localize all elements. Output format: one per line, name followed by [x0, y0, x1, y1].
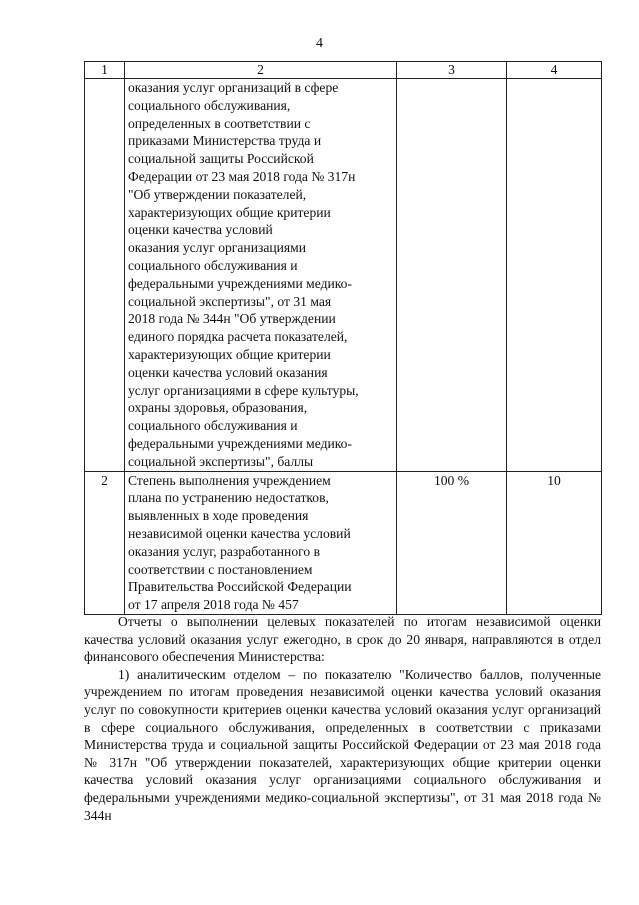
- paragraph: Отчеты о выполнении целевых показателей по итогам независимой оценки качества условий оказания услуг ежегодно, в срок до 20 января, направляются в отдел финансового обеспечения Министерства:: [84, 614, 601, 665]
- row-target-value: [397, 79, 507, 472]
- criteria-table: [84, 61, 602, 615]
- table-header-row: [85, 62, 602, 79]
- page-number: 4: [316, 36, 323, 51]
- paragraph: 1) аналитическим отделом – по показателю "Количество баллов, полученные учреждением по итогам проведения независимой оценки качества условий оказания услуг по совокупности критериев оценки качества условий оказания услуг организаций в сфере социального обслуживания, определенных в соответствии с приказами Министерства труда и социальной защиты Российской Федерации от 23 мая 2018 года № 317н "Об утверждении показателей, характеризующих общие критерии оценки качества условий оказания услуг организациями социального обслуживания и федеральными учреждениями медико-социальной экспертизы", от 31 мая 2018 года № 344н: [84, 666, 601, 823]
- row-score: 10: [507, 471, 602, 614]
- row-number: 2: [85, 471, 125, 614]
- body-text: [84, 613, 601, 824]
- header-cell: 3: [397, 62, 507, 79]
- table-row: [85, 471, 602, 614]
- row-description: Степень выполнения учреждением плана по устранению недостатков, выявленных в ходе проведения независимой оценки качества условий оказания услуг, разработанного в соответствии с постановлением Правительства Российской Федерации от 17 апреля 2018 года № 457: [125, 471, 397, 614]
- row-score: [507, 79, 602, 472]
- row-description: оказания услуг организаций в сфере социального обслуживания, определенных в соответствии с приказами Министерства труда и социальной защиты Российской Федерации от 23 мая 2018 года № 317н "Об утверждении показателей, характеризующих общие критерии оценки качества условий оказания услуг организациями социального обслуживания и федеральными учреждениями медико- социальной экспертизы", от 31 мая 2018 года № 344н "Об утверждении единого порядка расчета показателей, характеризующих общие критерии оценки качества условий оказания услуг организациями в сфере культуры, охраны здоровья, образования, социального обслуживания и федеральными учреждениями медико- социальной экспертизы", баллы: [125, 79, 397, 472]
- row-target-value: 100 %: [397, 471, 507, 614]
- header-cell: 2: [125, 62, 397, 79]
- header-cell: 1: [85, 62, 125, 79]
- header-cell: 4: [507, 62, 602, 79]
- row-number: [85, 79, 125, 472]
- table-row: [85, 79, 602, 472]
